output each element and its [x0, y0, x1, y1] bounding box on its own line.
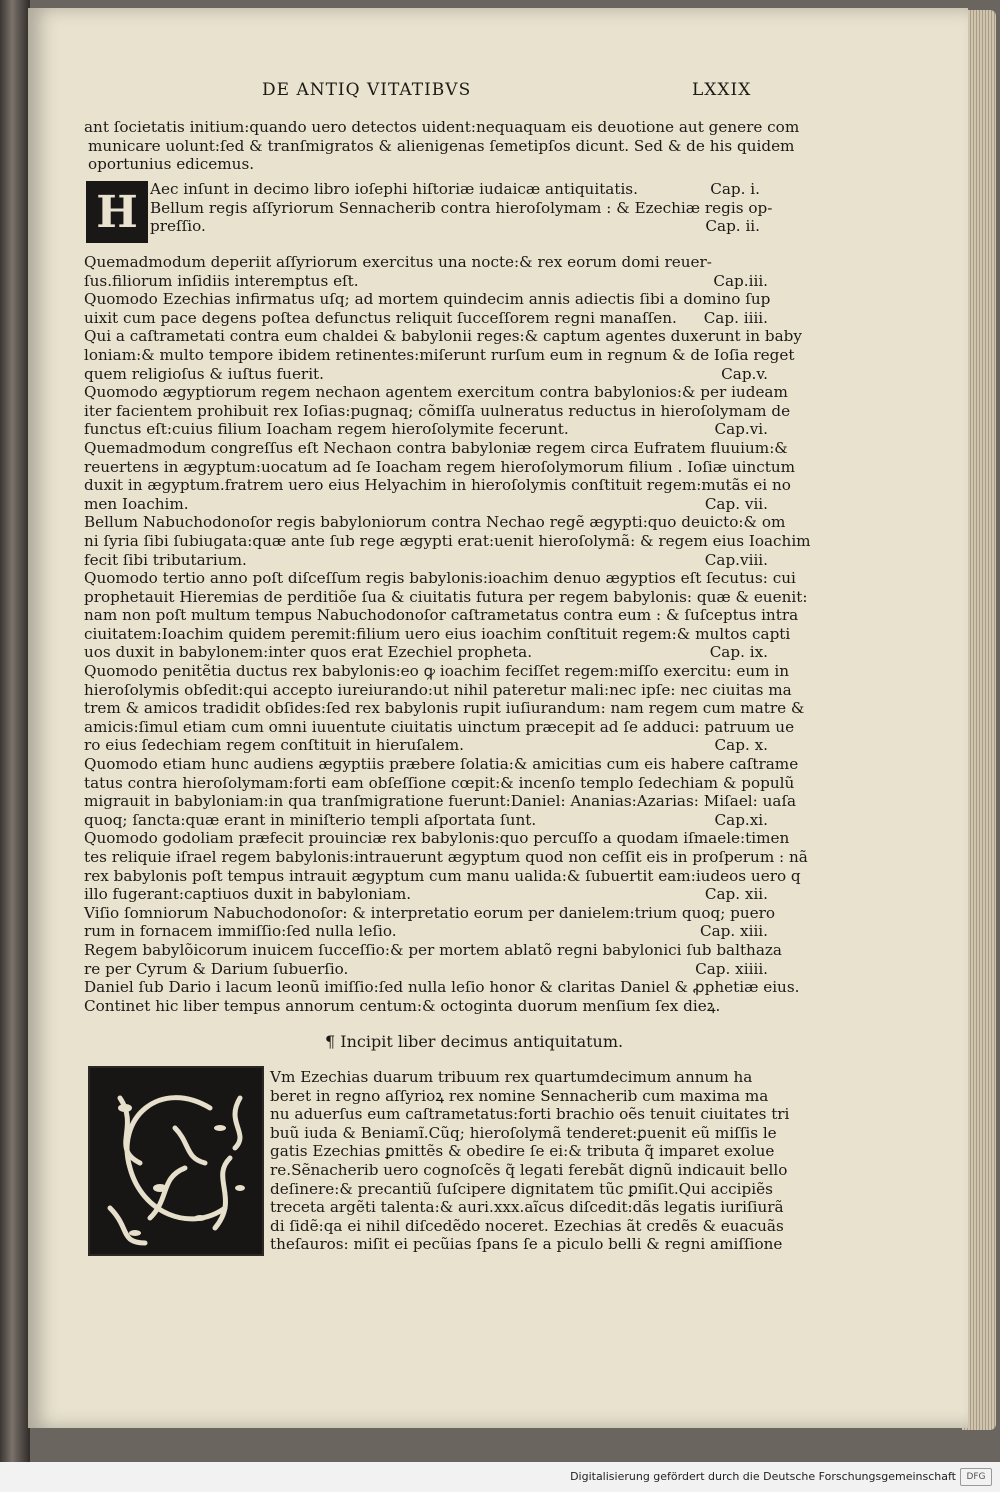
toc-cap	[798, 606, 804, 625]
toc-cap	[808, 848, 814, 867]
toc-text: trem & amicos tradidit obſides:ſed rex babylonis rupit iuſiurandum: nam regem cum matre &	[84, 699, 805, 718]
toc-text: Aec inſunt in decimo libro ioſephi hiſtoriæ iudaicæ antiquitatis.	[150, 180, 638, 198]
toc-text: hieroſolymis obſedit:qui accepto iureiurando:ut nihil pateretur mali:nec ipſe: nec ciuitas ma	[84, 680, 792, 699]
toc-text: quoq; ſancta:quæ erant in miniſterio templi aſportata ſunt.	[84, 810, 537, 829]
toc-cap: Cap. vii.	[704, 494, 768, 513]
text-line: nu aduerſus eum caſtrametatus:forti brachio oẽs tenuit ciuitates tri	[270, 1105, 790, 1124]
toc-row	[84, 438, 788, 458]
running-head	[262, 80, 762, 100]
toc-cap: Cap. iiii.	[703, 308, 768, 327]
toc-text: Quomodo penitẽtia ductus rex babylonis:eo ꝙ ioachim feciſſet regem:miſſo exercitu: eum in	[84, 662, 790, 681]
incipit-heading	[325, 1032, 623, 1051]
toc-text: Quemadmodum deperiit aſſyriorum exercitus una nocte:& rex eorum domi reuer-	[84, 253, 712, 271]
toc-cap	[782, 941, 788, 960]
toc-text: Bellum regis aſſyriorum Sennacherib contra hieroſolymam : & Ezechiæ regis op-	[150, 198, 773, 217]
toc-cap	[795, 458, 801, 477]
toc-row	[84, 736, 774, 755]
toc-row	[84, 457, 796, 477]
toc-row	[84, 253, 774, 272]
toc-cap	[792, 681, 798, 700]
toc-text: Quemadmodum congreſſus eſt Nechaon contra babyloniæ regem circa Eufratem fluuium:&	[84, 438, 788, 457]
toc-row	[150, 180, 766, 199]
toc-text: fecit ſibi tributarium.	[84, 550, 247, 569]
toc-row	[84, 717, 795, 737]
toc-cap	[789, 829, 795, 848]
toc-row	[84, 811, 774, 830]
toc-row	[84, 978, 800, 997]
toc-row	[84, 866, 801, 886]
toc-cap	[785, 513, 791, 532]
toc-row	[150, 198, 773, 218]
toc-cap: Cap. i.	[710, 180, 760, 198]
toc-cap	[790, 402, 796, 421]
toc-cap: Cap.vi.	[714, 420, 768, 439]
toc-row	[84, 643, 774, 662]
toc-row	[84, 848, 808, 867]
toc-text: uixit cum pace degens poſtea defunctus reliquit ſucceſſorem regni manaſſen.	[84, 308, 677, 327]
toc-row	[84, 699, 805, 718]
toc-text: Quomodo Ezechias infirmatus uſq; ad mortem quindecim annis adiectis ſibi a domino ſup	[84, 290, 771, 309]
toc-cap: Cap. xii.	[704, 885, 768, 904]
toc-text: Quomodo tertio anno poſt diſceſſum regis babylonis:ioachim denuo ægyptios eſt ſecutus: cui	[84, 569, 796, 588]
toc-cap: Cap. ix.	[709, 643, 768, 662]
toc-text: rum in fornacem immiſſio:ſed nulla leſio.	[84, 922, 397, 941]
toc-row	[84, 885, 774, 904]
text-line: Vm Ezechias duarum tribuum rex quartumdecimum annum ha	[270, 1068, 753, 1086]
incipit-text: Incipit liber decimus antiquitatum.	[340, 1032, 624, 1051]
toc-cap: Cap.xi.	[714, 810, 768, 829]
toc-row	[84, 755, 799, 774]
vine-ornament-icon	[90, 1068, 262, 1254]
running-title: DE ANTIQ VITATIBVS	[262, 80, 472, 100]
paragraph-mark-icon: ¶	[325, 1032, 336, 1051]
toc-text: men Ioachim.	[84, 494, 189, 513]
toc-cap	[807, 588, 813, 607]
text-line: municare uolunt:ſed & tranſmigratos & alienigenas ſemetipſos dicunt. Sed & de his quidem	[88, 136, 795, 155]
footer-bar	[0, 1462, 1000, 1492]
toc-text: Bellum Nabuchodonoſor regis babyloniorum contra Nechao regẽ ægypti:quo deuicto:& om	[84, 513, 786, 532]
toc-row	[84, 327, 802, 346]
toc-text: rex babylonis poſt tempus intrauit ægyptum cum manu ualida:& ſubuertit eam:iudeos uero q	[84, 866, 801, 885]
toc-cap	[804, 699, 810, 718]
toc-cap	[798, 755, 804, 774]
toc-row	[84, 680, 792, 700]
toc-cap	[799, 978, 805, 997]
toc-text: Quomodo ægyptiorum regem nechaon agentem exercitum contra babylonios:& per iudeam	[84, 383, 788, 402]
dfg-logo-icon[interactable]: DFG	[960, 1468, 992, 1486]
toc-text: Viſio ſomniorum Nabuchodonoſor: & interpretatio eorum per danielem:trium quoq; puero	[84, 903, 776, 922]
text-line: gatis Ezechias ꝑmittẽs & obedire ſe ei:& tributa q̃ imparet exolue	[270, 1142, 775, 1161]
toc-row	[84, 606, 799, 625]
toc-cap	[801, 867, 807, 886]
toc-cap	[788, 439, 794, 458]
text-line: di ſidẽ:qa ei nihil diſcedẽdo noceret. Ezechias ãt credẽs & euacuãs	[270, 1216, 784, 1235]
toc-row	[84, 624, 791, 644]
toc-cap: Cap. ii.	[705, 217, 760, 236]
toc-text: ciuitatem:Ioachim quidem peremit:filium uero eius ioachim conſtituit regem:& multos capti	[84, 624, 791, 643]
toc-row	[84, 345, 795, 365]
toc-text: duxit in ægyptum.fratrem uero eius Helyachim in hieroſolymis conſtituit regem:mutãs ei no	[84, 476, 791, 495]
toc-row	[84, 997, 774, 1016]
toc-cap: Cap.viii.	[704, 550, 768, 569]
toc-cap: Cap.v.	[721, 364, 768, 383]
toc-cap	[775, 904, 781, 923]
toc-row	[84, 904, 774, 923]
text-line: deſinere:& precantiũ ſuſcipere dignitatem tũc ꝑmiſit.Qui accipiẽs	[270, 1179, 773, 1198]
toc-row	[84, 272, 774, 291]
toc-text: ro eius ſedechiam regem conſtituit in hieruſalem.	[84, 736, 464, 755]
intro-paragraph	[84, 118, 800, 174]
toc-text: tatus contra hieroſolymam:forti eam obſeſſione cœpit:& incenſo templo ſedechiam & populũ	[84, 773, 795, 792]
toc-cap	[796, 569, 802, 588]
toc-row	[84, 662, 790, 681]
chapter-opening	[270, 1068, 790, 1254]
toc-row	[84, 829, 790, 848]
text-line: buũ iuda & Beniamĩ.Cũq; hieroſolymã tenderet:ꝑuenit eũ miſſis le	[270, 1123, 777, 1142]
toc-text: illo fugerant:captiuos duxit in babyloniam.	[84, 885, 412, 904]
toc-cap	[794, 718, 800, 737]
toc-cap	[794, 774, 800, 793]
toc-text: Continet hic liber tempus annorum centum:& octoginta duorum menſium ſex dieꝝ.	[84, 996, 721, 1015]
toc-cap	[770, 290, 776, 309]
folio-number: LXXIX	[692, 80, 752, 100]
toc-cap	[794, 346, 800, 365]
toc-row	[84, 569, 796, 588]
toc-cap	[811, 532, 817, 551]
toc-text: quem religioſus & iuſtus fuerit.	[84, 364, 324, 383]
toc-row	[84, 587, 808, 607]
toc-row	[84, 960, 774, 979]
toc-cap	[772, 199, 778, 218]
toc-cap	[791, 476, 797, 495]
toc-row	[84, 922, 774, 941]
toc-cap	[768, 997, 774, 1016]
table-of-contents	[84, 253, 811, 1015]
toc-text: prophetauit Hieremias de perditiõe ſua & ciuitatis futura per regem babylonis: quæ & euenit:	[84, 587, 808, 606]
text-line: oportunius edicemus.	[88, 155, 255, 174]
toc-row	[84, 309, 774, 328]
toc-text: Qui a caſtrametati contra eum chaldei & babylonii reges:& captum agentes duxerunt in baby	[84, 327, 802, 346]
toc-cap	[788, 383, 794, 402]
toc-cap: Cap. xiiii.	[695, 959, 768, 978]
toc-row	[84, 773, 795, 793]
toc-cap	[789, 662, 795, 681]
toc-row	[84, 476, 791, 495]
toc-head	[150, 180, 773, 236]
toc-cap: Cap. x.	[714, 736, 768, 755]
book-binding-edge	[0, 0, 30, 1462]
text-line: ant ſocietatis initium:quando uero detectos uident:nequaquam eis deuotione aut genere com	[84, 118, 800, 136]
toc-cap	[796, 792, 802, 811]
toc-text: re per Cyrum & Darium ſubuerſio.	[84, 959, 349, 978]
toc-row	[84, 383, 788, 402]
text-line: theſauros: miſit ei pecũias ſpans ſe a piculo belli & regni amiſſione	[270, 1235, 783, 1254]
toc-text: ſus.filiorum inſidiis interemptus eſt.	[84, 271, 359, 290]
toc-text: loniam:& multo tempore ibidem retinentes:miſerunt rurſum eum in regnum & de Ioſia reget	[84, 345, 795, 364]
toc-row	[84, 420, 774, 439]
text-line: re.Sẽnacherib uero cognoſcẽs q̃ legati ferebãt dignũ indicauit bello	[270, 1160, 788, 1179]
drop-cap-h	[86, 181, 148, 243]
toc-cap	[768, 253, 774, 272]
toc-cap: Cap. xiii.	[699, 922, 768, 941]
toc-text: nam non poſt multum tempus Nabuchodonoſor caſtrametatus contra eum : & ſuſceptus intra	[84, 606, 799, 625]
toc-row	[84, 551, 774, 570]
toc-row	[84, 495, 774, 514]
toc-text: reuertens in ægyptum:uocatum ad ſe Ioacham regem hieroſolymorum filium . Ioſiæ uinctum	[84, 457, 796, 476]
toc-cap	[802, 327, 808, 346]
toc-row	[84, 290, 774, 309]
toc-text: Regem babylõicorum inuicem ſucceſſio:& per mortem ablatõ regni babylonici ſub balthaza	[84, 940, 782, 959]
toc-text: iter facientem prohibuit rex Ioſias:pugnaq; cõmiſſa uulneratus reductus in hieroſolymam de	[84, 401, 791, 420]
toc-text: ni ſyria ſibi ſubiugata:quæ ante ſub rege ægypti erat:uenit hieroſolymã: & regem eius Ioachim	[84, 531, 811, 550]
toc-row	[150, 217, 766, 236]
toc-cap	[790, 625, 796, 644]
toc-text: preſſio.	[150, 217, 206, 236]
toc-text: Daniel ſub Dario i lacum leonũ imiſſio:ſed nulla leſio honor & claritas Daniel & ꝓphetiæ eius.	[84, 978, 800, 997]
toc-text: migrauit in babyloniam:in qua tranſmigratione fuerunt:Daniel: Ananias:Azarias: Miſael: uaſa	[84, 792, 797, 811]
toc-row	[84, 401, 791, 421]
text-line: beret in regno aſſyrioꝝ rex nomine Sennacherib cum maxima ma	[270, 1086, 769, 1105]
toc-text: tes reliquie iſrael regem babylonis:intrauerunt ægyptum quod non ceſſit eis in proſperum : nã	[84, 848, 808, 866]
toc-text: amicis:ſimul etiam cum omni iuuentute ciuitatis uinctum præcepit ad ſe adduci: patruum ue	[84, 717, 795, 736]
ornamental-initial-c	[88, 1066, 264, 1256]
toc-row	[84, 940, 782, 960]
toc-row	[84, 531, 811, 551]
toc-text: uos duxit in babylonem:inter quos erat Ezechiel propheta.	[84, 643, 533, 662]
funding-notice[interactable]: Digitalisierung gefördert durch die Deutsche Forschungsgemeinschaft	[570, 1470, 956, 1483]
text-line: treceta argẽti talenta:& auri.xxx.aĩcus diſcedit:dãs legatis iuriſiurã	[270, 1198, 784, 1217]
drop-cap-letter: H	[96, 186, 138, 238]
toc-text: Quomodo etiam hunc audiens ægyptiis præbere ſolatia:& amicitias cum eis habere caſtrame	[84, 755, 799, 774]
toc-text: Quomodo godoliam præfecit prouinciæ rex babylonis:quo percuſſo a quodam iſmaele:timen	[84, 829, 790, 848]
toc-text: functus eſt:cuius filium Ioacham regem hieroſolymite fecerunt.	[84, 420, 569, 439]
toc-row	[84, 792, 797, 811]
toc-cap: Cap.iii.	[713, 271, 768, 290]
toc-row	[84, 513, 786, 532]
toc-row	[84, 365, 774, 384]
